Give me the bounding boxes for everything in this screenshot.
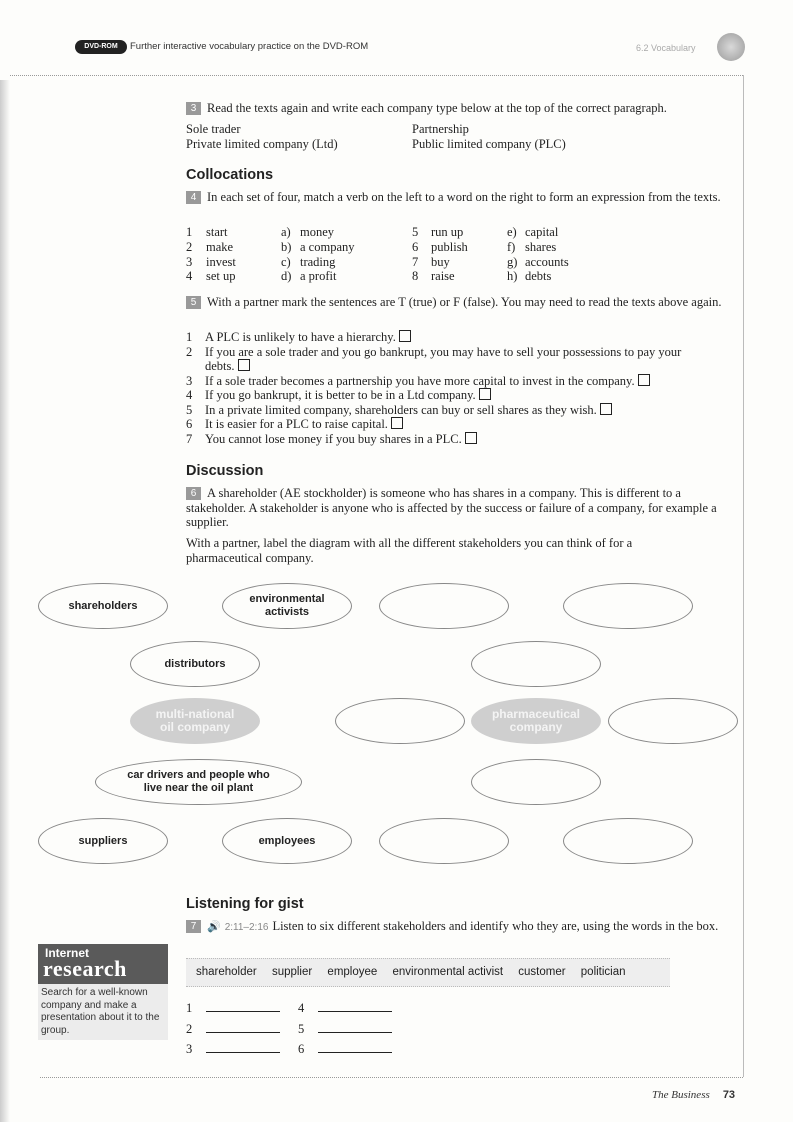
collocation-left-verbs: start make invest set up — [206, 225, 236, 284]
word-box-item: environmental activist — [392, 966, 504, 978]
word-box-item: politician — [580, 966, 626, 978]
book-title: The Business — [652, 1089, 710, 1101]
answer-checkbox[interactable] — [399, 330, 411, 342]
collocation-right-numbers: 5 6 7 8 — [412, 225, 419, 284]
answer-blanks-left: 1 2 3 — [186, 998, 280, 1060]
exercise-number: 5 — [186, 296, 201, 309]
dvd-rom-badge: DVD-ROM — [75, 40, 127, 54]
exercise-number: 3 — [186, 102, 201, 115]
stakeholder-ellipse-blank[interactable] — [335, 698, 465, 744]
listening-heading: Listening for gist — [186, 896, 304, 912]
stakeholder-ellipse-shareholders: shareholders — [38, 583, 168, 629]
answer-checkbox[interactable] — [638, 374, 650, 386]
collocation-left-letters: a) b) c) d) — [281, 225, 292, 284]
exercise-3-instruction: 3 Read the texts again and write each company type below at the top of the correct paragraph. — [186, 101, 726, 116]
page-edge-shadow — [0, 80, 10, 1122]
internet-research-panel — [38, 944, 168, 1044]
stakeholder-ellipse-suppliers: suppliers — [38, 818, 168, 864]
list-item: 2 If you are a sole trader and you go bankrupt, you may have to sell your possessions to pay your — [186, 344, 682, 359]
collocations-heading: Collocations — [186, 167, 274, 183]
word-box — [186, 958, 670, 987]
list-item: 3 If a sole trader becomes a partnership you have more capital to invest in the company. — [186, 374, 731, 389]
exercise-6-instruction: With a partner, label the diagram with all the different stakeholders you can think of for a pharmaceutical company. — [186, 536, 633, 565]
track-number: 2:11–2:16 — [224, 922, 269, 933]
exercise-number: 7 — [186, 920, 201, 933]
stakeholder-ellipse-blank[interactable] — [608, 698, 738, 744]
list-item: 4 If you go bankrupt, it is better to be in a Ltd company. — [186, 388, 731, 403]
stakeholder-ellipse-distributors: distributors — [130, 641, 260, 687]
bottom-rule — [40, 1077, 743, 1078]
exercise-5-instruction: 5 With a partner mark the sentences are T (true) or F (false). You may need to read the texts above again. — [186, 295, 726, 310]
stakeholder-ellipse-blank[interactable] — [471, 641, 601, 687]
right-margin-rule — [743, 75, 744, 1077]
stakeholder-ellipse-blank[interactable] — [563, 818, 693, 864]
answer-blank[interactable] — [318, 1032, 392, 1033]
stakeholder-ellipse-environmental-activists: environmental activists — [222, 583, 352, 629]
stakeholder-ellipse-blank[interactable] — [563, 583, 693, 629]
answer-blanks-right: 4 5 6 — [298, 998, 392, 1060]
footer — [652, 1089, 735, 1101]
stakeholder-ellipse-blank[interactable] — [379, 583, 509, 629]
internet-research-header: Internet research — [38, 944, 168, 984]
list-item: 1 A PLC is unlikely to have a hierarchy. — [186, 330, 731, 345]
word-box-item: supplier — [271, 966, 313, 978]
stakeholder-ellipse-blank[interactable] — [471, 759, 601, 805]
answer-blank[interactable] — [318, 1052, 392, 1053]
list-item: 6 It is easier for a PLC to raise capital. — [186, 417, 731, 432]
company-type: Sole trader — [186, 122, 241, 136]
stakeholder-ellipse-employees: employees — [222, 818, 352, 864]
exercise-4-instruction: 4 In each set of four, match a verb on the left to a word on the right to form an expression from the texts. — [186, 190, 726, 205]
collocation-left-numbers: 1 2 3 4 — [186, 225, 193, 284]
exercise-6-paragraph: 6 A shareholder (AE stockholder) is someone who has shares in a company. This is different to a stakeholder. A stakeholder is anyone who is affected by the success or failure of a company, for example a supplier. — [186, 486, 717, 529]
exercise-number: 4 — [186, 191, 201, 204]
internet-research-text: Search for a well-known company and make a presentation about it to the group. — [38, 984, 168, 1040]
answer-blank[interactable] — [206, 1052, 280, 1053]
discussion-heading: Discussion — [186, 463, 264, 479]
center-ellipse-pharmaceutical-company: pharmaceutical company — [471, 698, 601, 744]
section-label: 6.2 Vocabulary — [636, 43, 696, 53]
exercise-number: 6 — [186, 487, 201, 500]
company-type: Private limited company (Ltd) — [186, 137, 338, 151]
answer-checkbox[interactable] — [238, 359, 250, 371]
word-box-item: shareholder — [196, 966, 257, 978]
list-item: 5 In a private limited company, shareholders can buy or sell shares as they wish. — [186, 403, 731, 418]
header-rule — [10, 75, 743, 76]
company-type: Public limited company (PLC) — [412, 137, 566, 151]
section-circle-icon — [717, 33, 745, 61]
answer-checkbox[interactable] — [391, 417, 403, 429]
header-text: Further interactive vocabulary practice on the DVD-ROM — [130, 41, 369, 52]
center-ellipse-oil-company: multi-national oil company — [130, 698, 260, 744]
company-type: Partnership — [412, 122, 469, 136]
audio-icon: 🔊 — [207, 920, 221, 933]
stakeholder-ellipse-car-drivers: car drivers and people who live near the oil plant — [95, 759, 302, 805]
answer-checkbox[interactable] — [479, 388, 491, 400]
collocation-right-words: capital shares accounts debts — [525, 225, 569, 284]
collocation-right-letters: e) f) g) h) — [507, 225, 518, 284]
list-item: debts. — [186, 359, 731, 374]
word-box-item: customer — [518, 966, 566, 978]
answer-checkbox[interactable] — [465, 432, 477, 444]
collocation-right-verbs: run up publish buy raise — [431, 225, 468, 284]
answer-checkbox[interactable] — [600, 403, 612, 415]
answer-blank[interactable] — [318, 1011, 392, 1012]
true-false-list — [186, 330, 731, 446]
stakeholder-ellipse-blank[interactable] — [379, 818, 509, 864]
word-box-item: employee — [327, 966, 378, 978]
list-item: 7 You cannot lose money if you buy shares in a PLC. — [186, 432, 731, 447]
answer-blank[interactable] — [206, 1011, 280, 1012]
page-number: 73 — [722, 1089, 736, 1101]
exercise-7-instruction: 7 🔊 2:11–2:16 Listen to six different stakeholders and identify who they are, using the words in the box. — [186, 919, 726, 936]
collocation-left-words: money a company trading a profit — [300, 225, 355, 284]
answer-blank[interactable] — [206, 1032, 280, 1033]
